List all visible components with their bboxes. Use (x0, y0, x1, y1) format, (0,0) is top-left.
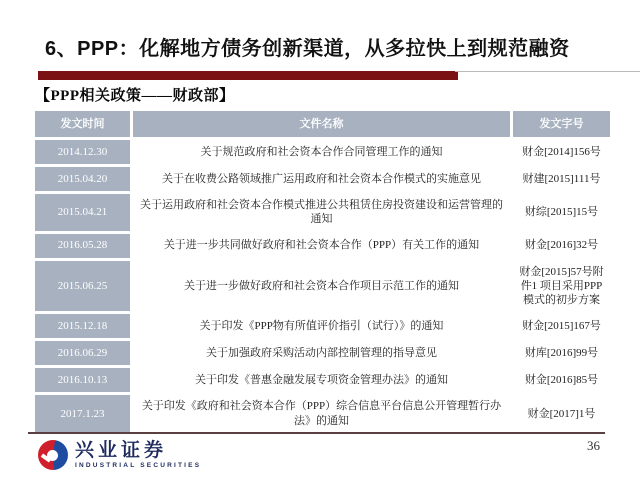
title-accent-line (455, 71, 640, 72)
logo-text (75, 441, 201, 469)
cell-date: 2014.12.30 (35, 140, 130, 164)
column-header-date: 发文时间 (35, 111, 130, 137)
cell-number: 财库[2016]99号 (513, 341, 610, 365)
cell-date: 2016.10.13 (35, 368, 130, 392)
cell-name: 关于印发《普惠金融发展专项资金管理办法》的通知 (133, 368, 510, 392)
cell-number: 财建[2015]111号 (513, 167, 610, 191)
table-body (35, 140, 610, 432)
cell-number: 财金[2015]57号附件1 项目采用PPP模式的初步方案 (513, 261, 610, 312)
cell-date: 2016.05.28 (35, 234, 130, 258)
cell-number: 财金[2017]1号 (513, 395, 610, 432)
cell-name: 关于在收费公路领域推广运用政府和社会资本合作模式的实施意见 (133, 167, 510, 191)
table-row (35, 167, 610, 191)
cell-name: 关于运用政府和社会资本合作模式推进公共租赁住房投资建设和运营管理的通知 (133, 194, 510, 231)
table-row (35, 261, 610, 312)
cell-number: 财综[2015]15号 (513, 194, 610, 231)
title-accent-bar (38, 71, 458, 80)
table-row (35, 395, 610, 432)
cell-name: 关于印发《PPP物有所值评价指引（试行）》的通知 (133, 314, 510, 338)
page-number: 36 (587, 438, 600, 453)
table-row (35, 194, 610, 231)
table-row (35, 140, 610, 164)
table-row (35, 234, 610, 258)
cell-name: 关于加强政府采购活动内部控制管理的指导意见 (133, 341, 510, 365)
cell-name: 关于规范政府和社会资本合作合同管理工作的通知 (133, 140, 510, 164)
cell-date: 2015.04.20 (35, 167, 130, 191)
cell-date: 2015.04.21 (35, 194, 130, 231)
logo-name-en: INDUSTRIAL SECURITIES (75, 462, 202, 469)
company-logo (38, 440, 201, 470)
cell-date: 2016.06.29 (35, 341, 130, 365)
column-header-name: 文件名称 (133, 111, 510, 137)
table-row (35, 368, 610, 392)
table-row (35, 341, 610, 365)
cell-date: 2015.06.25 (35, 261, 130, 312)
cell-date: 2017.1.23 (35, 395, 130, 432)
cell-name: 关于印发《政府和社会资本合作（PPP）综合信息平台信息公开管理暂行办法》的通知 (133, 395, 510, 432)
cell-number: 财金[2015]167号 (513, 314, 610, 338)
table-row (35, 314, 610, 338)
cell-name: 关于进一步共同做好政府和社会资本合作（PPP）有关工作的通知 (133, 234, 510, 258)
column-header-number: 发文字号 (513, 111, 610, 137)
cell-date: 2015.12.18 (35, 314, 130, 338)
policy-table (35, 111, 610, 435)
table-header (35, 111, 610, 137)
logo-swirl-icon (38, 440, 68, 470)
section-heading: 【PPP相关政策——财政部】 (35, 88, 235, 104)
page-title: 6、PPP：化解地方债务创新渠道，从多拉快上到规范融资 (45, 38, 570, 60)
logo-name-cn: 兴业证券 (75, 440, 168, 461)
footer-divider (28, 432, 605, 434)
cell-number: 财金[2016]32号 (513, 234, 610, 258)
cell-number: 财金[2016]85号 (513, 368, 610, 392)
cell-name: 关于进一步做好政府和社会资本合作项目示范工作的通知 (133, 261, 510, 312)
cell-number: 财金[2014]156号 (513, 140, 610, 164)
